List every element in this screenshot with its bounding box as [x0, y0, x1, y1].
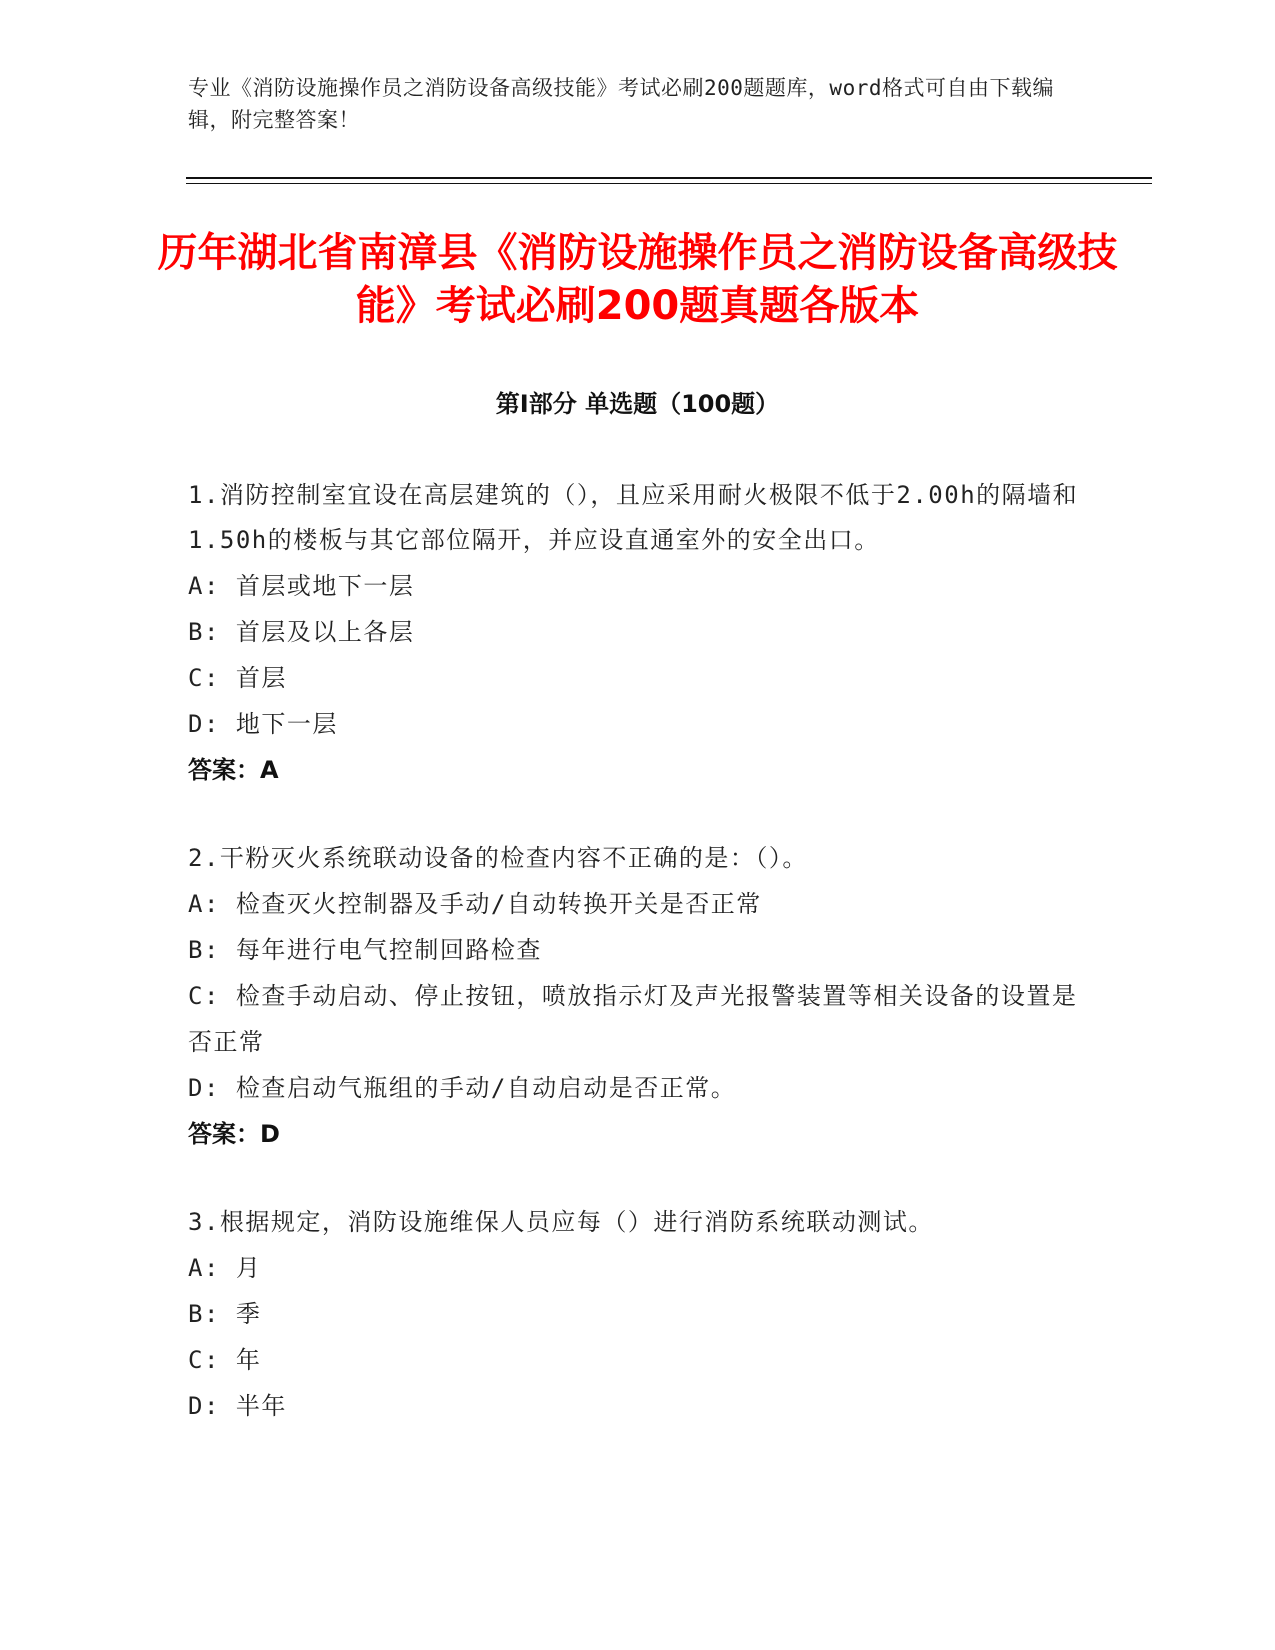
question-stem: 3.根据规定，消防设施维保人员应每（）进行消防系统联动测试。: [188, 1208, 934, 1236]
option-c: C: 年: [188, 1346, 262, 1374]
question-3: [188, 1200, 1088, 1429]
option-b: B: 首层及以上各层: [188, 618, 415, 646]
question-stem: 2.干粉灭火系统联动设备的检查内容不正确的是：（）。: [188, 844, 808, 872]
section-heading: 第I部分 单选题（100题）: [495, 390, 780, 418]
option-b: B: 季: [188, 1300, 262, 1328]
option-c: C: 首层: [188, 664, 287, 692]
header-divider-thick: [186, 177, 1152, 179]
option-a: A: 月: [188, 1254, 262, 1282]
option-b: B: 每年进行电气控制回路检查: [188, 936, 542, 964]
question-list: [188, 473, 1088, 1472]
question-stem: 1.消防控制室宜设在高层建筑的（），且应采用耐火极限不低于2.00h的隔墙和1.50h的楼板与其它部位隔开，并应设直通室外的安全出口。: [188, 481, 1079, 554]
header-note: 专业《消防设施操作员之消防设备高级技能》考试必刷200题题库，word格式可自由下载编辑，附完整答案！: [188, 76, 1054, 132]
option-d: D: 地下一层: [188, 710, 338, 738]
answer-line: 答案：A: [188, 756, 279, 784]
option-a: A: 首层或地下一层: [188, 572, 415, 600]
option-c: C: 检查手动启动、停止按钮，喷放指示灯及声光报警装置等相关设备的设置是否正常: [188, 982, 1078, 1056]
answer-line: 答案：D: [188, 1120, 280, 1148]
header-divider-thin: [186, 183, 1152, 184]
question-2: [188, 836, 1088, 1157]
question-1: [188, 473, 1088, 793]
document-title: 历年湖北省南漳县《消防设施操作员之消防设备高级技能》考试必刷200题真题各版本: [157, 230, 1118, 329]
option-d: D: 半年: [188, 1392, 287, 1420]
option-a: A: 检查灭火控制器及手动/自动转换开关是否正常: [188, 890, 762, 918]
option-d: D: 检查启动气瓶组的手动/自动启动是否正常。: [188, 1074, 737, 1102]
